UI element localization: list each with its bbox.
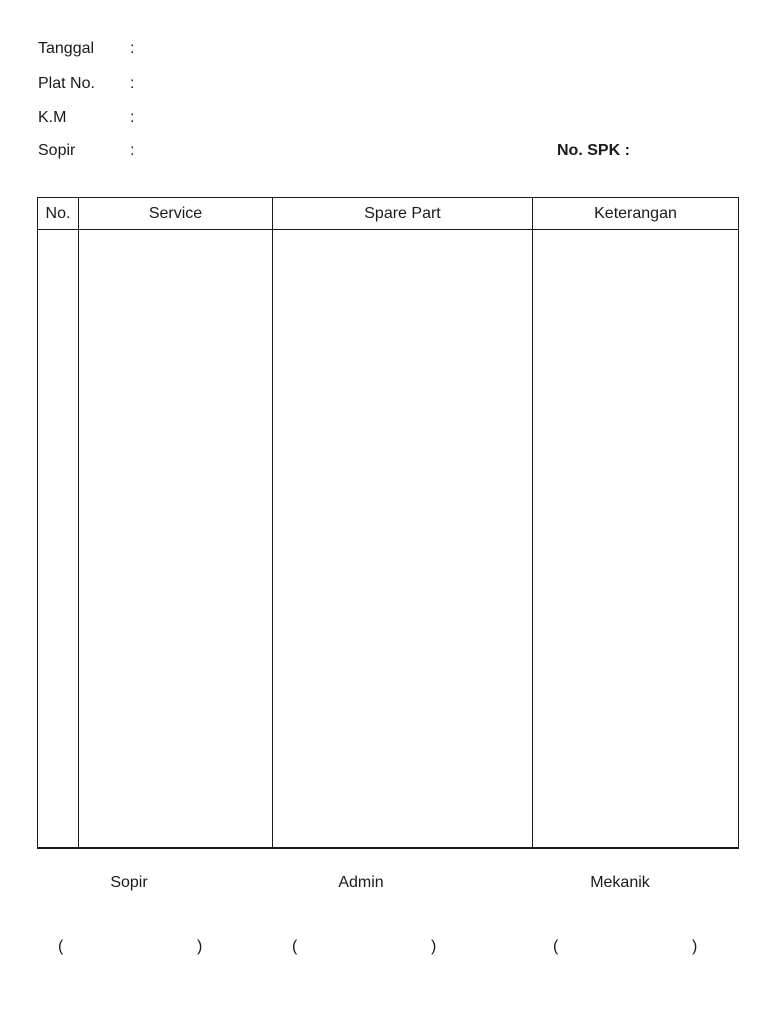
spk-number-label: No. SPK : bbox=[557, 142, 630, 159]
table-header-row bbox=[38, 198, 739, 230]
signature-close-paren-mekanik: ) bbox=[692, 938, 698, 955]
column-header-keterangan: Keterangan bbox=[533, 198, 739, 230]
field-label-sopir: Sopir bbox=[38, 142, 76, 159]
field-colon: : bbox=[130, 40, 135, 57]
field-colon: : bbox=[130, 75, 135, 92]
field-label-km: K.M bbox=[38, 109, 67, 126]
signature-label-admin: Admin bbox=[338, 874, 384, 891]
field-colon: : bbox=[130, 109, 135, 126]
service-table bbox=[37, 197, 739, 849]
service-cell[interactable] bbox=[79, 230, 273, 849]
signature-close-paren-sopir: ) bbox=[197, 938, 203, 955]
keterangan-cell[interactable] bbox=[533, 230, 739, 849]
field-label-tanggal: Tanggal bbox=[38, 40, 95, 57]
signature-open-paren-mekanik: ( bbox=[553, 938, 559, 955]
no-cell[interactable] bbox=[38, 230, 79, 849]
table-body-row bbox=[38, 230, 739, 849]
spare-part-cell[interactable] bbox=[273, 230, 533, 849]
signature-open-paren-admin: ( bbox=[292, 938, 298, 955]
column-header-no: No. bbox=[38, 198, 79, 230]
field-label-plat-no: Plat No. bbox=[38, 75, 95, 92]
column-header-service: Service bbox=[79, 198, 273, 230]
signature-label-sopir: Sopir bbox=[110, 874, 148, 891]
signature-label-mekanik: Mekanik bbox=[590, 874, 650, 891]
column-header-spare-part: Spare Part bbox=[273, 198, 533, 230]
signature-close-paren-admin: ) bbox=[431, 938, 437, 955]
field-colon: : bbox=[130, 142, 135, 159]
signature-open-paren-sopir: ( bbox=[58, 938, 64, 955]
